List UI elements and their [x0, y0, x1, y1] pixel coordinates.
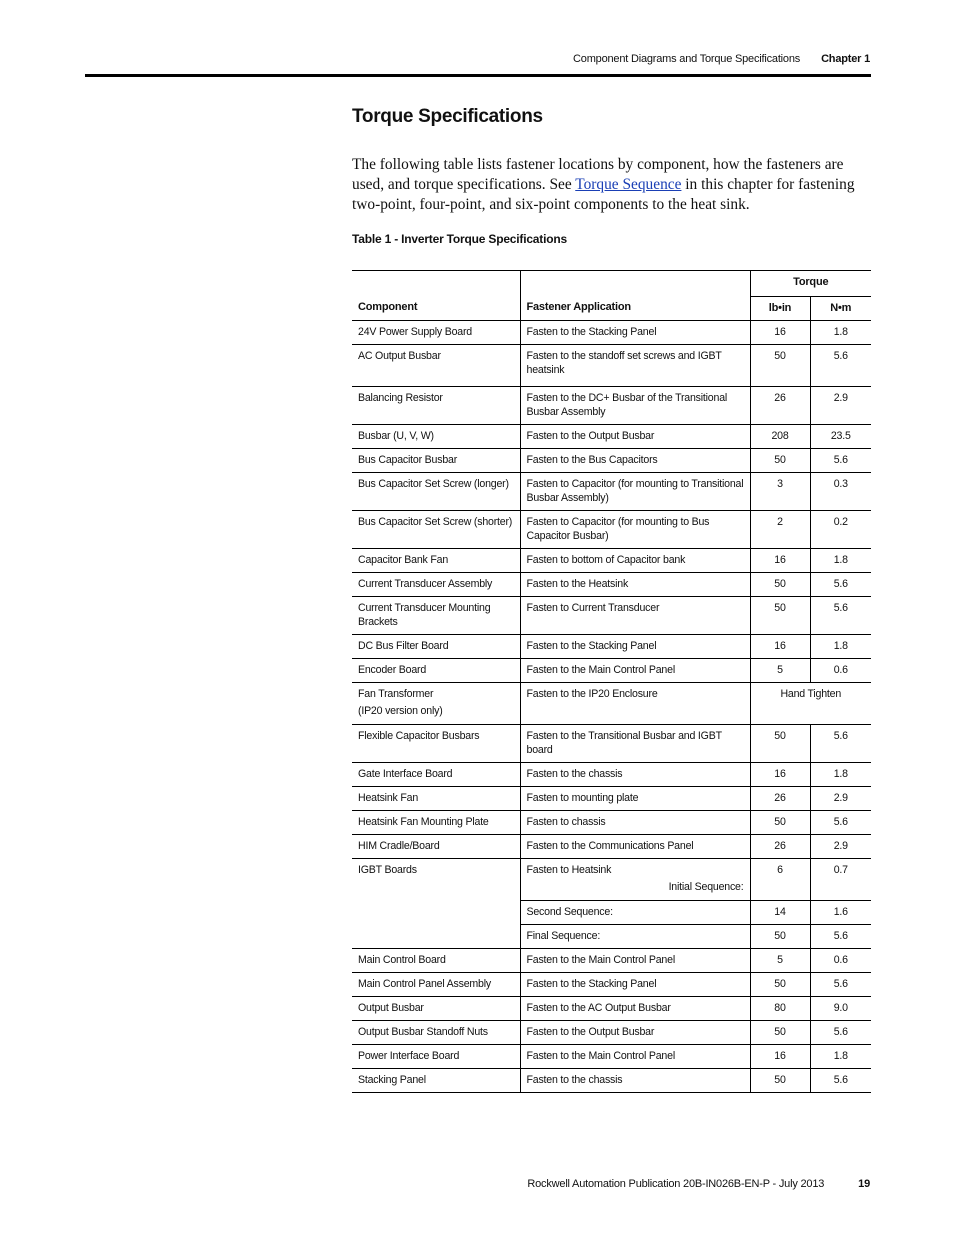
component-cell: Power Interface Board [352, 1045, 520, 1069]
component-cell: IGBT Boards [352, 859, 520, 949]
torque-lbin-cell: 5 [750, 949, 810, 973]
page-number: 19 [858, 1178, 870, 1190]
sequence-label: Final Sequence: [520, 925, 750, 949]
torque-nm-cell: 0.7 [810, 859, 871, 901]
component-cell: Gate Interface Board [352, 763, 520, 787]
component-line: (IP20 version only) [358, 705, 443, 717]
torque-lbin-cell: 50 [750, 973, 810, 997]
component-line: Fan Transformer [358, 688, 434, 700]
component-cell: Heatsink Fan [352, 787, 520, 811]
torque-nm-cell: 0.2 [810, 511, 871, 549]
application-cell: Fasten to the chassis [520, 763, 750, 787]
torque-nm-cell: 5.6 [810, 811, 871, 835]
sequence-label: Second Sequence: [520, 901, 750, 925]
component-cell: Output Busbar [352, 997, 520, 1021]
torque-lbin-cell: 208 [750, 425, 810, 449]
torque-nm-cell: 1.8 [810, 549, 871, 573]
torque-nm-cell: 2.9 [810, 387, 871, 425]
application-cell: Fasten to the chassis [520, 1069, 750, 1093]
footer-publication: Rockwell Automation Publication 20B-IN026B-EN-P - July 2013 [527, 1178, 825, 1190]
table-row [352, 635, 871, 659]
intro-text-before: The following table lists fastener locations by component, how the fasteners are used, and torque specifications. See [352, 156, 844, 193]
table-row [352, 473, 871, 511]
table-row [352, 949, 871, 973]
component-cell: Main Control Panel Assembly [352, 973, 520, 997]
torque-nm-cell: 1.8 [810, 635, 871, 659]
application-cell: Fasten to the Bus Capacitors [520, 449, 750, 473]
torque-lbin-cell: 50 [750, 573, 810, 597]
torque-lbin-cell: 26 [750, 835, 810, 859]
application-cell: Fasten to Capacitor (for mounting to Bus Capacitor Busbar) [520, 511, 750, 549]
torque-nm-cell: 5.6 [810, 725, 871, 763]
table-row [352, 763, 871, 787]
torque-lbin-cell: 50 [750, 597, 810, 635]
torque-lbin-cell: 80 [750, 997, 810, 1021]
torque-nm-cell: 5.6 [810, 597, 871, 635]
table-row [352, 725, 871, 763]
torque-lbin-cell: 16 [750, 635, 810, 659]
application-cell: Fasten to the Main Control Panel [520, 659, 750, 683]
torque-lbin-cell: 26 [750, 387, 810, 425]
application-cell: Fasten to the Main Control Panel [520, 949, 750, 973]
table-row [352, 549, 871, 573]
torque-nm-cell: 1.8 [810, 1045, 871, 1069]
header-chapter: Chapter 1 [821, 53, 870, 65]
component-cell: Busbar (U, V, W) [352, 425, 520, 449]
table-row [352, 511, 871, 549]
table-row [352, 859, 871, 901]
torque-nm-cell: 5.6 [810, 573, 871, 597]
torque-lbin-cell: 50 [750, 925, 810, 949]
table-row [352, 835, 871, 859]
component-cell: Stacking Panel [352, 1069, 520, 1093]
application-cell: Fasten to Capacitor (for mounting to Transitional Busbar Assembly) [520, 473, 750, 511]
torque-nm-cell: 1.8 [810, 321, 871, 345]
torque-nm-cell: 5.6 [810, 1021, 871, 1045]
header-component: Component [352, 271, 520, 321]
component-cell: Encoder Board [352, 659, 520, 683]
component-cell: Current Transducer Mounting Brackets [352, 597, 520, 635]
application-cell: Fasten to the IP20 Enclosure [520, 683, 750, 725]
component-cell: DC Bus Filter Board [352, 635, 520, 659]
application-cell: Fasten to the Stacking Panel [520, 321, 750, 345]
application-cell: Fasten to the Communications Panel [520, 835, 750, 859]
torque-nm-cell: 2.9 [810, 835, 871, 859]
torque-lbin-cell: 50 [750, 725, 810, 763]
application-cell: Fasten to mounting plate [520, 787, 750, 811]
component-cell: Flexible Capacitor Busbars [352, 725, 520, 763]
component-cell: Capacitor Bank Fan [352, 549, 520, 573]
torque-nm-cell: 0.6 [810, 949, 871, 973]
component-cell: Heatsink Fan Mounting Plate [352, 811, 520, 835]
torque-lbin-cell: 50 [750, 811, 810, 835]
table-caption: Table 1 - Inverter Torque Specifications [352, 232, 567, 246]
component-cell: Bus Capacitor Busbar [352, 449, 520, 473]
torque-nm-cell: 2.9 [810, 787, 871, 811]
torque-lbin-cell: 3 [750, 473, 810, 511]
torque-lbin-cell: 26 [750, 787, 810, 811]
torque-lbin-cell: 6 [750, 859, 810, 901]
table-body [352, 321, 871, 1093]
table-row [352, 449, 871, 473]
table-row [352, 1021, 871, 1045]
torque-sequence-link[interactable]: Torque Sequence [575, 176, 682, 193]
application-cell: Fasten to chassis [520, 811, 750, 835]
intro-text-after: in this chapter for fastening two-point, four-point, and six-point components to the heat sink. [352, 176, 855, 213]
torque-nm-cell: 5.6 [810, 973, 871, 997]
torque-nm-cell: 1.6 [810, 901, 871, 925]
application-cell [520, 859, 750, 901]
component-cell [352, 683, 520, 725]
header-lbin: lb•in [750, 297, 810, 321]
torque-lbin-cell: 16 [750, 1045, 810, 1069]
component-cell: 24V Power Supply Board [352, 321, 520, 345]
table-row [352, 997, 871, 1021]
table-row [352, 1045, 871, 1069]
table-row [352, 345, 871, 387]
component-cell: Bus Capacitor Set Screw (shorter) [352, 511, 520, 549]
torque-nm-cell: 5.6 [810, 449, 871, 473]
component-cell: Bus Capacitor Set Screw (longer) [352, 473, 520, 511]
table-row [352, 811, 871, 835]
torque-lbin-cell: 5 [750, 659, 810, 683]
page-title: Torque Specifications [352, 106, 543, 127]
table-row [352, 787, 871, 811]
header-torque: Torque [750, 271, 871, 297]
table-row [352, 1069, 871, 1093]
application-cell: Fasten to the Output Busbar [520, 1021, 750, 1045]
header-fastener-application: Fastener Application [520, 271, 750, 321]
torque-lbin-cell: 16 [750, 321, 810, 345]
application-cell: Fasten to the DC+ Busbar of the Transitional Busbar Assembly [520, 387, 750, 425]
torque-nm-cell: 9.0 [810, 997, 871, 1021]
page-footer [527, 1178, 870, 1190]
table-row [352, 321, 871, 345]
torque-lbin-cell: 16 [750, 549, 810, 573]
intro-paragraph [352, 155, 874, 215]
torque-lbin-cell: 14 [750, 901, 810, 925]
component-cell: HIM Cradle/Board [352, 835, 520, 859]
component-cell: Main Control Board [352, 949, 520, 973]
table-row [352, 659, 871, 683]
sequence-label: Initial Sequence: [668, 881, 744, 893]
torque-nm-cell: 23.5 [810, 425, 871, 449]
table-row [352, 683, 871, 725]
torque-hand-tighten-cell: Hand Tighten [750, 683, 871, 725]
torque-nm-cell: 5.6 [810, 345, 871, 387]
application-cell: Fasten to the standoff set screws and IGBT heatsink [520, 345, 750, 387]
header-nm: N•m [810, 297, 871, 321]
application-cell: Fasten to Current Transducer [520, 597, 750, 635]
header-rule [85, 74, 871, 77]
torque-lbin-cell: 50 [750, 1021, 810, 1045]
torque-nm-cell: 0.3 [810, 473, 871, 511]
torque-lbin-cell: 2 [750, 511, 810, 549]
application-cell: Fasten to the Output Busbar [520, 425, 750, 449]
torque-nm-cell: 5.6 [810, 1069, 871, 1093]
application-cell: Fasten to the Transitional Busbar and IGBT board [520, 725, 750, 763]
torque-lbin-cell: 50 [750, 345, 810, 387]
application-cell: Fasten to the Heatsink [520, 573, 750, 597]
component-cell: Output Busbar Standoff Nuts [352, 1021, 520, 1045]
application-cell: Fasten to the Main Control Panel [520, 1045, 750, 1069]
running-header [573, 53, 870, 65]
torque-lbin-cell: 16 [750, 763, 810, 787]
application-cell: Fasten to the Stacking Panel [520, 973, 750, 997]
component-cell: Current Transducer Assembly [352, 573, 520, 597]
table-row [352, 973, 871, 997]
torque-lbin-cell: 50 [750, 449, 810, 473]
application-cell: Fasten to the Stacking Panel [520, 635, 750, 659]
torque-lbin-cell: 50 [750, 1069, 810, 1093]
torque-nm-cell: 5.6 [810, 925, 871, 949]
application-cell: Fasten to the AC Output Busbar [520, 997, 750, 1021]
table-row [352, 597, 871, 635]
application-cell: Fasten to bottom of Capacitor bank [520, 549, 750, 573]
torque-spec-table [352, 270, 871, 1093]
header-section: Component Diagrams and Torque Specifications [573, 53, 801, 65]
torque-nm-cell: 1.8 [810, 763, 871, 787]
table-row [352, 573, 871, 597]
torque-nm-cell: 0.6 [810, 659, 871, 683]
table-row [352, 387, 871, 425]
application-text: Fasten to Heatsink [526, 864, 612, 876]
component-cell: Balancing Resistor [352, 387, 520, 425]
table-row [352, 425, 871, 449]
component-cell: AC Output Busbar [352, 345, 520, 387]
